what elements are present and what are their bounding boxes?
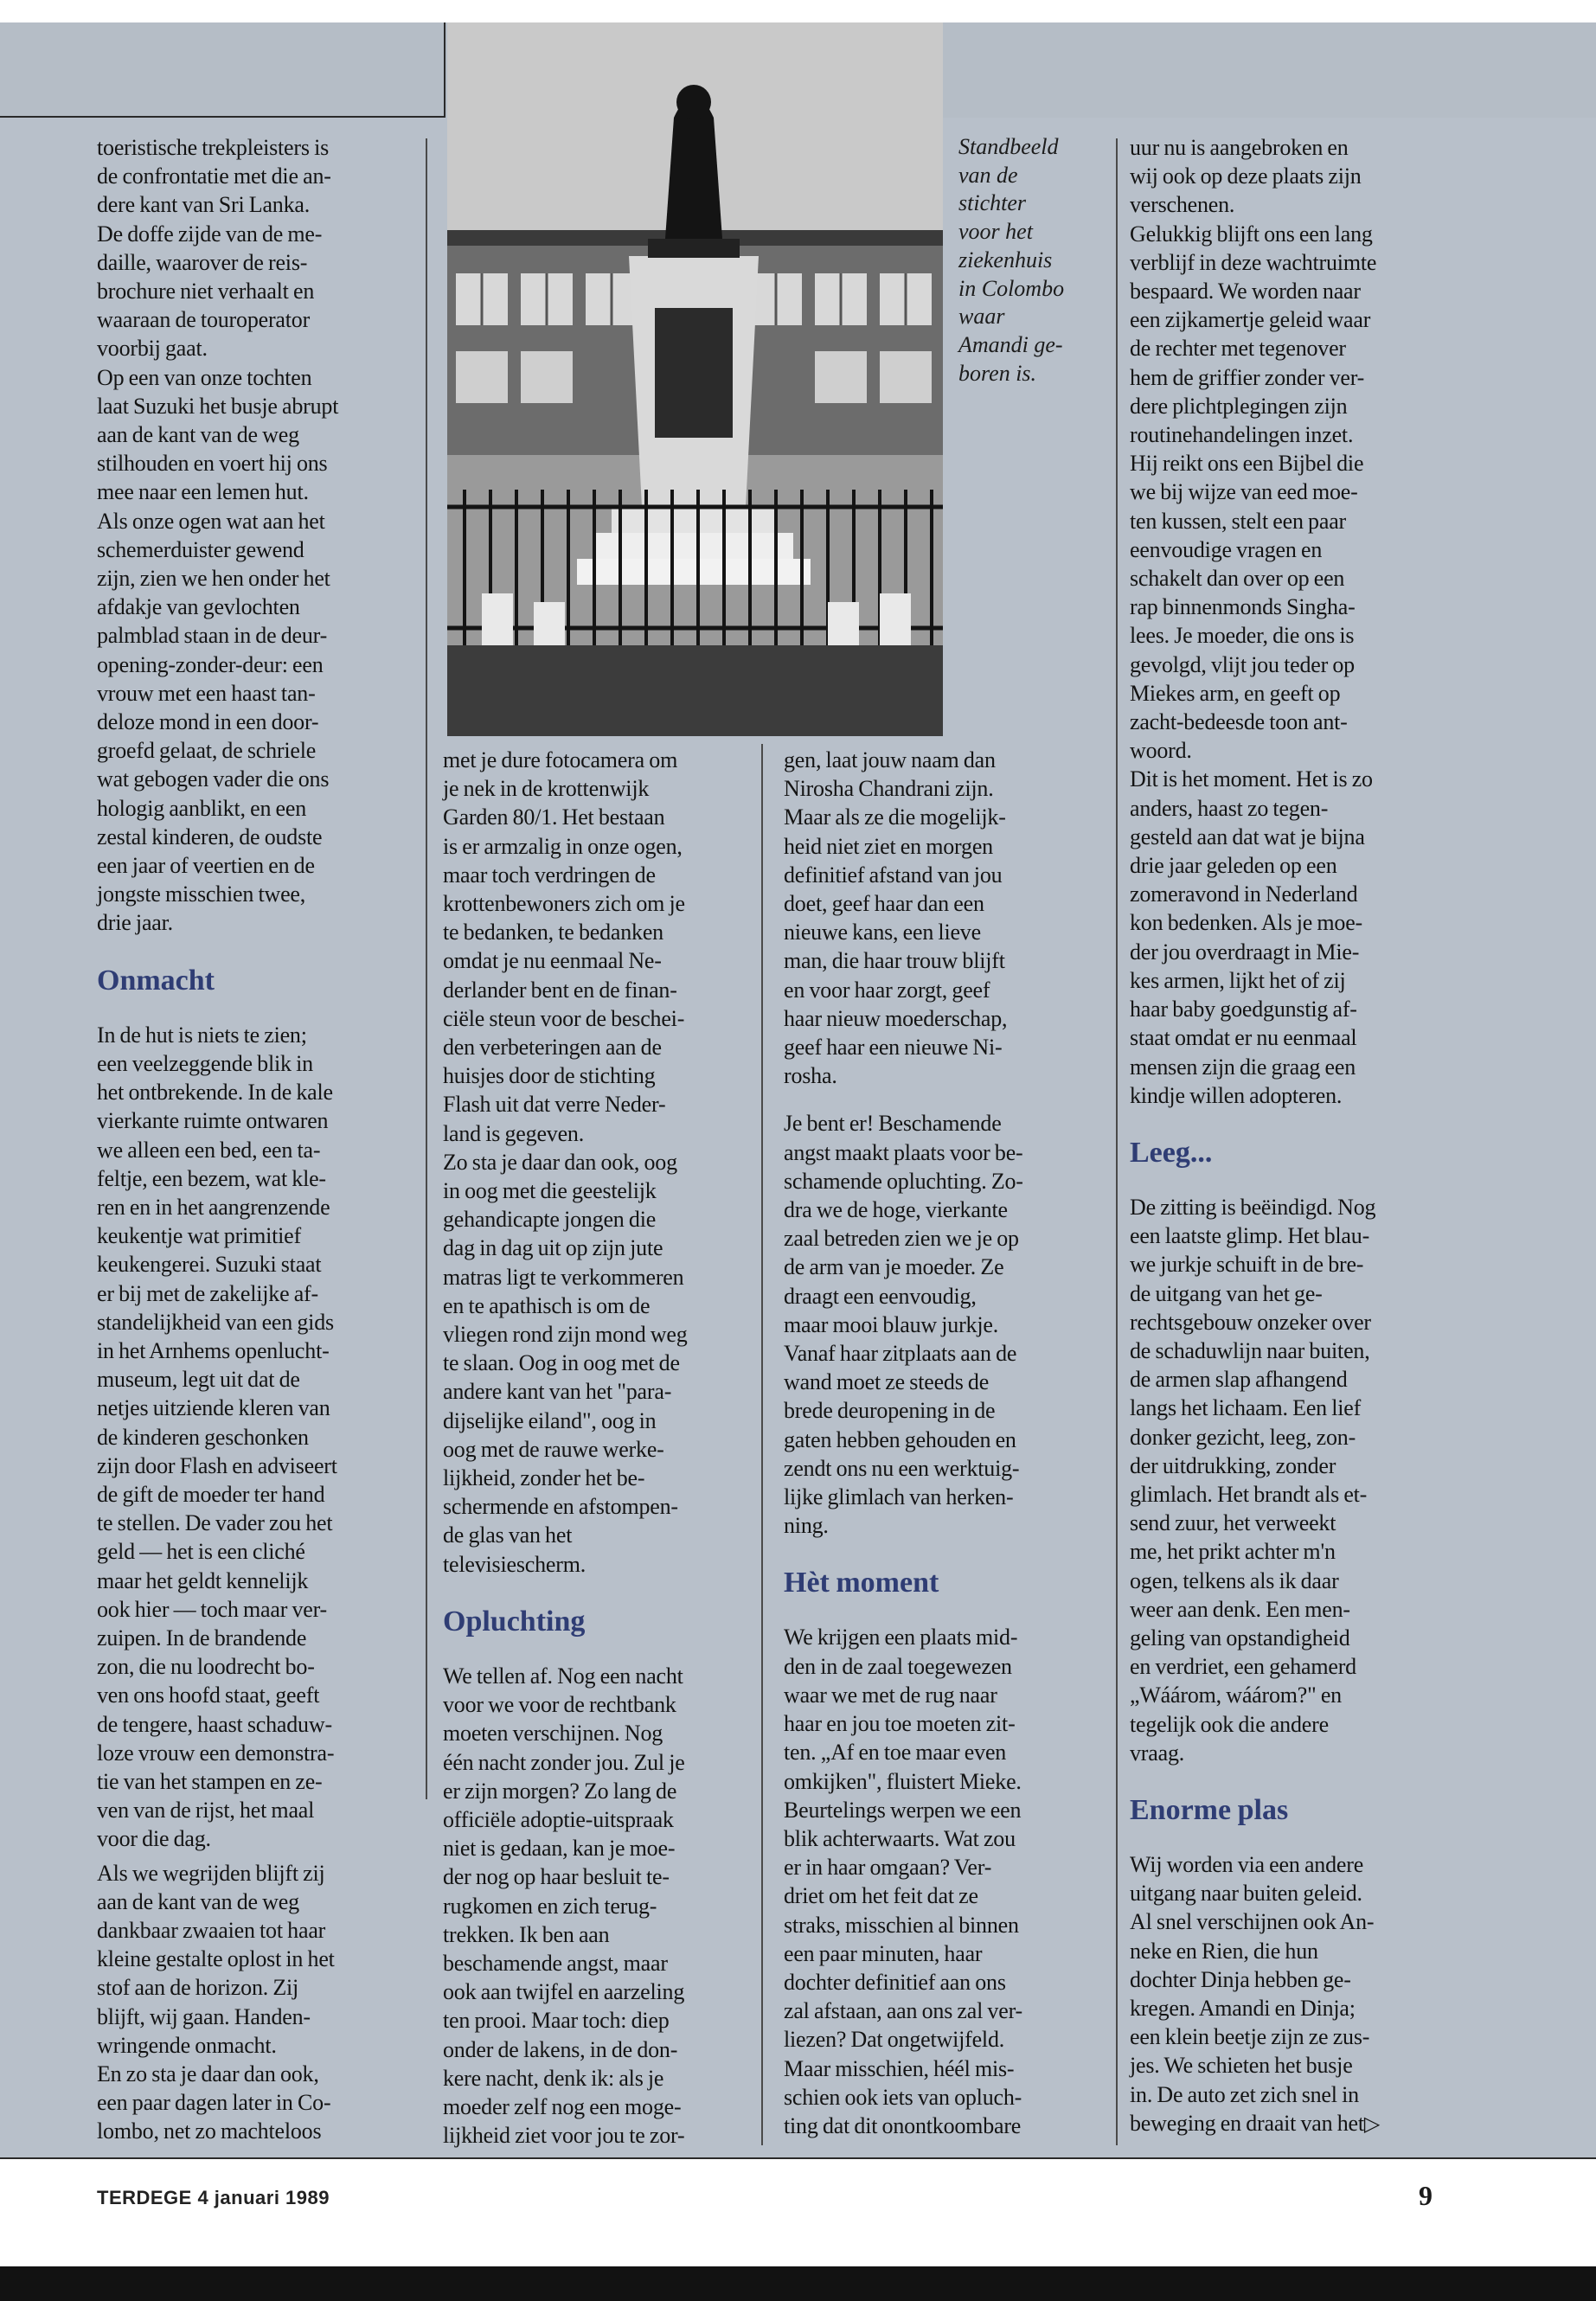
text-line: der uitdrukking, zonder [1130,1452,1336,1478]
text-line: lees. Je moeder, die ons is [1130,623,1355,649]
column-rule [1116,138,1118,2145]
text-line: er in haar omgaan? Ver- [784,1855,992,1881]
text-line: gaten hebben gehouden en [784,1426,1016,1452]
text-line: voorbij gaat. [97,336,208,362]
text-line: omdat je nu eenmaal Ne- [443,948,662,974]
text-line: te bedanken, te bedanken [443,920,663,945]
article-column-4 [1130,133,1458,2139]
text-line: een laatste glimp. Het blau- [1130,1223,1370,1249]
text-line: angst maakt plaats voor be- [784,1139,1023,1165]
text-line: kleine gestalte oplost in het [97,1946,335,1972]
text-line: een paar dagen later in Co- [97,2090,331,2116]
text-line: lijke glimlach van herken- [784,1484,1014,1510]
text-line: Al snel verschijnen ook An- [1130,1909,1375,1935]
text-line: stilhouden en voert hij ons [97,451,328,477]
text-line: lijkheid, zonder het be- [443,1465,645,1491]
text-line: Hij reikt ons een Bijbel die [1130,451,1364,477]
text-line: we jurkje schuift in de bre- [1130,1252,1364,1278]
text-line: de arm van je moeder. Ze [784,1254,1004,1280]
text-line: het ontbrekende. In de kale [97,1080,333,1106]
text-line: zuipen. In de brandende [97,1625,307,1650]
text-line: dijselijke eiland", oog in [443,1407,657,1433]
text-line: opening-zonder-deur: een [97,651,324,677]
text-line: man, die haar trouw blijft [784,948,1005,974]
footer-band [0,2159,1596,2266]
text-line: schermende en afstompen- [443,1494,678,1520]
text-line: televisiescherm. [443,1551,586,1577]
text-line: met je dure fotocamera om [443,747,678,772]
text-line: Als onze ogen wat aan het [97,508,325,534]
text-line: draagt een eenvoudig, [784,1283,977,1309]
paragraph [784,1623,1109,2140]
text-line: donker gezicht, leeg, zon- [1130,1424,1356,1450]
text-line: de tengere, haast schaduw- [97,1711,332,1737]
text-line: rugkomen en zich terug- [443,1893,657,1919]
text-line: gehandicapte jongen die [443,1207,657,1233]
text-line: brochure niet verhaalt en [97,279,315,304]
paragraph [1130,1193,1458,1767]
text-line: ting dat dit onontkoombare [784,2112,1022,2138]
publication-footer: TERDEGE 4 januari 1989 [97,2187,330,2208]
text-line: doet, geef haar dan een [784,891,984,917]
text-line: omkijken", fluistert Mieke. [784,1768,1022,1794]
text-line: matras ligt te verkommeren [443,1264,684,1290]
text-line: andere kant van het "para- [443,1379,672,1405]
text-line: En zo sta je daar dan ook, [97,2061,319,2086]
text-line: woord. [1130,738,1192,764]
caption-line: Standbeeld [958,134,1059,159]
text-line: Beurtelings werpen we een [784,1797,1022,1823]
text-line: museum, legt uit dat de [97,1367,300,1393]
text-line: Zo sta je daar dan ook, oog [443,1149,677,1175]
text-line: en verdriet, een gehamerd [1130,1654,1356,1680]
text-line: ten. „Af en toe maar even [784,1740,1007,1766]
text-line: er bij met de zakelijke af- [97,1280,318,1306]
text-line: een veelzeggende blik in [97,1050,313,1076]
text-line: afdakje van gevlochten [97,594,300,620]
paragraph [97,1859,419,2146]
text-line: te slaan. Oog in oog met de [443,1350,680,1376]
text-line: de schaduwlijn naar buiten, [1130,1337,1370,1363]
text-line: verblijf in deze wachtruimte [1130,249,1377,275]
text-line: ciële steun voor de beschei- [443,1005,685,1031]
text-line: toeristische trekpleisters is [97,135,330,160]
text-line: daille, waarover de reis- [97,249,308,275]
text-line: mensen zijn die graag een [1130,1054,1356,1080]
text-line: glimlach. Het brandt als et- [1130,1481,1368,1507]
paragraph [443,746,756,1579]
text-line: den verbeteringen aan de [443,1035,662,1061]
text-line: jongste misschien twee, [97,881,306,907]
text-line: haar nieuw moederschap, [784,1005,1008,1031]
text-line: den in de zaal toegewezen [784,1653,1012,1679]
text-line: zal afstaan, aan ons zal ver- [784,1998,1022,2024]
text-line: wand moet ze steeds de [784,1369,990,1395]
text-line: gen, laat jouw naam dan [784,747,996,772]
text-line: De zitting is beëindigd. Nog [1130,1194,1376,1220]
text-line: niet is gedaan, kan je moe- [443,1836,676,1862]
text-line: rosha. [784,1063,837,1089]
text-line: mee naar een lemen hut. [97,479,309,505]
text-line: me, het prikt achter m'n [1130,1539,1336,1565]
page-number: 9 [1419,2180,1433,2211]
text-line: oog met de rauwe werke- [443,1436,664,1462]
text-line: blijft, wij gaan. Handen- [97,2003,311,2029]
text-line: der jou overdraagt in Mie- [1130,939,1360,965]
top-vertical-rule [444,22,445,118]
section-heading: Hèt moment [784,1567,939,1599]
text-line: zendt ons nu een werktuig- [784,1455,1020,1481]
paragraph [784,746,1109,1090]
text-line: wij ook op deze plaats zijn [1130,163,1362,189]
text-line: rechtsgebouw onzeker over [1130,1309,1371,1335]
text-line: geld — het is een cliché [97,1539,305,1565]
text-line: een jaar of veertien en de [97,853,315,879]
text-line: lombo, net zo machteloos [97,2118,322,2144]
section-heading: Onmacht [97,964,215,997]
paragraph [784,1109,1109,1540]
paragraph [1130,1850,1458,2139]
text-line: keukengerei. Suzuki staat [97,1252,322,1278]
column-rule [761,744,763,2145]
text-line: derlander bent en de finan- [443,977,677,1003]
text-line: ten kussen, stelt een paar [1130,508,1346,534]
text-line: Nirosha Chandrani zijn. [784,776,994,802]
text-line: dankbaar zwaaien tot haar [97,1917,326,1943]
article-column-2 [443,746,756,2150]
text-line: blik achterwaarts. Wat zou [784,1825,1016,1851]
text-line: een klein beetje zijn ze zus- [1130,2024,1370,2050]
text-line: te stellen. De vader zou het [97,1510,333,1536]
text-line: en voor haar zorgt, geef [784,977,990,1003]
text-line: zestal kinderen, de oudste [97,824,323,849]
text-line: langs het lichaam. Een lief [1130,1395,1362,1421]
text-line: rap binnenmonds Singha- [1130,594,1356,620]
caption-line: boren is. [958,360,1037,386]
text-line: der nog op haar besluit te- [443,1864,670,1890]
text-line: een paar minuten, haar [784,1940,983,1966]
text-line: zijn, zien we hen onder het [97,566,330,592]
text-line: wat gebogen vader die ons [97,766,330,792]
text-line: De doffe zijde van de me- [97,221,323,247]
text-line: moeder zelf nog een moge- [443,2093,682,2119]
text-line: één nacht zonder jou. Zul je [443,1749,685,1775]
text-line: „Wáárom, wáárom?" en [1130,1682,1342,1708]
text-line: laat Suzuki het busje abrupt [97,393,339,419]
text-line: loze vrouw een demonstra- [97,1740,335,1766]
text-line: drie jaar. [97,910,173,936]
top-rule [0,116,445,118]
text-line: officiële adoptie-uitspraak [443,1806,674,1832]
text-line: de glas van het [443,1522,573,1548]
article-column-1 [97,133,419,2146]
text-line: schemerduister gewend [97,536,304,562]
text-line: ven ons hoofd staat, geeft [97,1682,320,1708]
text-line: kindje willen adopteren. [1130,1082,1343,1108]
text-line: kon bedenken. Als je moe- [1130,910,1362,936]
text-line: lijkheid ziet voor jou te zor- [443,2123,685,2149]
text-line: gesteld aan dat wat je bijna [1130,824,1365,849]
paragraph [1130,133,1458,1110]
text-line: straks, misschien al binnen [784,1912,1019,1938]
text-line: is er armzalig in onze ogen, [443,833,683,859]
text-line: waar we met de rug naar [784,1682,997,1708]
text-line: Garden 80/1. Het bestaan [443,804,665,830]
text-line: land is gegeven. [443,1120,585,1146]
text-line: tie van het stampen en ze- [97,1768,323,1794]
photo-caption [958,133,1106,388]
text-line: weer aan denk. Een men- [1130,1596,1350,1622]
text-line: liezen? Dat ongetwijfeld. [784,2027,1005,2053]
text-line: bespaard. We worden naar [1130,279,1361,304]
text-line: jes. We schieten het busje [1130,2053,1353,2079]
text-line: in het Arnhems openlucht- [97,1337,330,1363]
caption-line: van de [958,162,1018,188]
text-line: gevolgd, vlijt jou teder op [1130,651,1355,677]
text-line: we bij wijze van eed moe- [1130,479,1358,505]
text-line: aan de kant van de weg [97,422,299,448]
text-line: kregen. Amandi en Dinja; [1130,1995,1356,2021]
text-line: schakelt dan over op een [1130,566,1345,592]
text-line: maar mooi blauw jurkje. [784,1311,998,1337]
text-line: feltje, een bezem, wat kle- [97,1165,326,1191]
text-line: palmblad staan in de deur- [97,623,328,649]
text-line: eenvoudige vragen en [1130,536,1323,562]
text-line: driet om het feit dat ze [784,1883,978,1909]
text-line: schamende opluchting. Zo- [784,1168,1023,1194]
text-line: Wij worden via een andere [1130,1851,1364,1877]
text-line: Dit is het moment. Het is zo [1130,766,1373,792]
paragraph [97,133,419,938]
text-line: uur nu is aangebroken en [1130,135,1349,160]
column-rule [426,138,427,1799]
text-line: ning. [784,1513,829,1539]
text-line: verschenen. [1130,192,1235,218]
text-line: onder de lakens, in de don- [443,2036,678,2062]
text-line: een zijkamertje geleid waar [1130,307,1371,333]
text-line: de armen slap afhangend [1130,1367,1348,1393]
text-line: dra we de hoge, vierkante [784,1197,1008,1223]
text-line: groefd gelaat, de schriele [97,738,317,764]
text-line: maar toch verdringen de [443,862,656,888]
top-margin [0,0,1596,22]
scan-edge [0,2266,1596,2301]
text-line: neke en Rien, die hun [1130,1938,1318,1964]
text-line: dag in dag uit op zijn jute [443,1235,663,1261]
text-line: anders, haast zo tegen- [1130,795,1329,821]
text-line: zomeravond in Nederland [1130,881,1358,907]
statue-photo [447,22,943,736]
text-line: Gelukkig blijft ons een lang [1130,221,1373,247]
text-line: Flash uit dat verre Neder- [443,1092,666,1118]
text-line: Als we wegrijden blijft zij [97,1860,325,1886]
text-line: ook aan twijfel en aarzeling [443,1979,685,2005]
text-line: heid niet ziet en morgen [784,833,993,859]
text-line: dochter Dinja hebben ge- [1130,1966,1351,1992]
text-line: voor die dag. [97,1826,211,1852]
text-line: haar baby goedgunstig af- [1130,997,1357,1022]
text-line: dochter definitief aan ons [784,1969,1006,1995]
text-line: Op een van onze tochten [97,364,312,390]
text-line: ten prooi. Maar toch: diep [443,2008,670,2034]
text-line: de uitgang van het ge- [1130,1280,1323,1306]
caption-line: in Colombo [958,275,1065,301]
text-line: moeten verschijnen. Nog [443,1721,663,1747]
text-line: We tellen af. Nog een nacht [443,1663,683,1689]
text-line: we alleen een bed, een ta- [97,1137,321,1163]
text-line: tegelijk ook die andere [1130,1711,1329,1737]
caption-line: stichter [958,190,1026,216]
caption-line: waar [958,304,1005,330]
text-line: deloze mond in een door- [97,709,319,735]
text-line: staat omdat er nu eenmaal [1130,1025,1357,1051]
caption-line: voor het [958,219,1033,245]
text-line: schien ook iets van opluch- [784,2084,1022,2110]
text-line: hologig aanblikt, en een [97,795,307,821]
text-line: de kinderen geschonken [97,1424,309,1450]
text-line: kes armen, lijkt het of zij [1130,967,1346,993]
text-line: beweging en draait van het [1130,2110,1364,2136]
text-line: zaal betreden zien we je op [784,1226,1019,1252]
text-line: en te apathisch is om de [443,1292,651,1318]
text-line: er zijn morgen? Zo lang de [443,1778,677,1804]
text-line: krottenbewoners zich om je [443,891,685,917]
text-line: nieuwe kans, een lieve [784,920,981,945]
text-line: vliegen rond zijn mond weg [443,1322,688,1348]
paragraph [97,1021,419,1854]
text-line: brede deuropening in de [784,1398,996,1424]
text-line: standelijkheid van een gids [97,1309,334,1335]
section-heading: Opluchting [443,1605,586,1638]
text-line: ren en in het aangrenzende [97,1194,330,1220]
text-line: send zuur, het verweekt [1130,1510,1336,1536]
caption-line: Amandi ge- [958,331,1063,357]
text-line: huisjes door de stichting [443,1063,656,1089]
text-line: vrouw met een haast tan- [97,680,316,706]
text-line: de rechter met tegenover [1130,336,1346,362]
paragraph [443,1662,756,2150]
text-line: geef haar een nieuwe Ni- [784,1035,1003,1061]
text-line: vierkante ruimte ontwaren [97,1108,329,1134]
text-line: waaraan de touroperator [97,307,311,333]
text-line: routinehandelingen inzet. [1130,422,1354,448]
text-line: uitgang naar buiten geleid. [1130,1881,1362,1907]
text-line: dere kant van Sri Lanka. [97,192,311,218]
text-line: in oog met die geestelijk [443,1178,657,1204]
text-line: de confrontatie met die an- [97,163,331,189]
text-line: zon, die nu loodrecht bo- [97,1654,315,1680]
text-line: In de hut is niets te zien; [97,1022,307,1048]
text-line: hem de griffier zonder ver- [1130,364,1365,390]
continue-arrow-icon: ▷ [1363,2112,1381,2136]
text-line: Maar misschien, héél mis- [784,2055,1015,2081]
text-line: zacht-bedeesde toon ant- [1130,709,1348,735]
text-line: ook hier — toch maar ver- [97,1596,327,1622]
text-line: haar en jou toe moeten zit- [784,1711,1016,1737]
text-line: Je bent er! Beschamende [784,1111,1002,1137]
section-heading: Enorme plas [1130,1793,1289,1826]
text-line: trekken. Ik ben aan [443,1921,610,1947]
text-line: ogen, telkens als ik daar [1130,1567,1339,1593]
text-line: keukentje wat primitief [97,1223,301,1249]
text-line: maar het geldt kennelijk [97,1567,309,1593]
statue-photo-image [447,22,943,736]
text-line: de gift de moeder ter hand [97,1481,325,1507]
article-column-3 [784,746,1109,2140]
text-line: drie jaar geleden op een [1130,853,1337,879]
text-line: kere nacht, denk ik: als je [443,2065,664,2091]
text-line: in. De auto zet zich snel in [1130,2081,1359,2107]
text-line: stof aan de horizon. Zij [97,1975,299,2001]
text-line: je nek in de krottenwijk [443,776,650,802]
text-line: aan de kant van de weg [97,1888,299,1914]
text-line: Miekes arm, en geeft op [1130,680,1341,706]
text-line: wringende onmacht. [97,2032,277,2058]
caption-line: ziekenhuis [958,247,1053,272]
text-line: vraag. [1130,1740,1185,1766]
text-line: definitief afstand van jou [784,862,1003,888]
text-line: geling van opstandigheid [1130,1625,1350,1650]
text-line: voor we voor de rechtbank [443,1692,676,1718]
section-heading: Leeg... [1130,1136,1213,1169]
text-line: netjes uitziende kleren van [97,1395,330,1421]
text-line: We krijgen een plaats mid- [784,1625,1018,1650]
text-line: dere plichtplegingen zijn [1130,393,1348,419]
text-line: zijn door Flash en adviseert [97,1452,337,1478]
text-line: Vanaf haar zitplaats aan de [784,1341,1017,1367]
text-line: beschamende angst, maar [443,1950,668,1976]
text-line: Maar als ze die mogelijk- [784,804,1006,830]
text-line: ven van de rijst, het maal [97,1798,315,1823]
